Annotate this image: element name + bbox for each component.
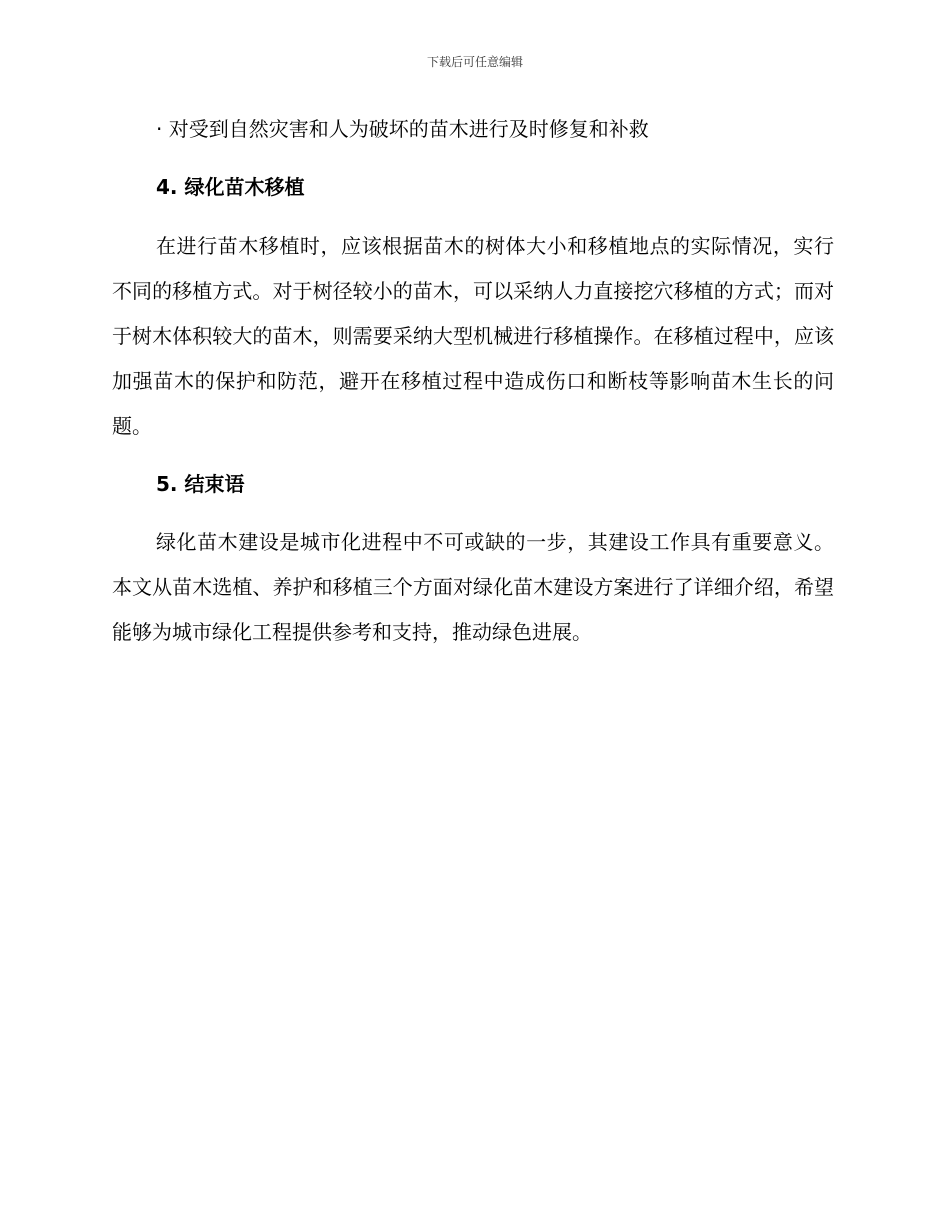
section-paragraph-transplanting: 在进行苗木移植时，应该根据苗木的树体大小和移植地点的实际情况，实行不同的移植方式。对于树径较小的苗木，可以采纳人力直接挖穴移植的方式；而对于树木体积较大的苗木，则需要采纳大型机械进行移植操作。在移植过程中，应该加强苗木的保护和防范，避开在移植过程中造成伤口和断枝等影响苗木生长的问题。 bbox=[112, 234, 834, 438]
bullet-item: · 对受到自然灾害和人为破坏的苗木进行及时修复和补救 bbox=[156, 117, 649, 141]
section-heading-conclusion: 5. 结束语 bbox=[156, 472, 245, 496]
document-body bbox=[112, 114, 834, 655]
section-paragraph-conclusion: 绿化苗木建设是城市化进程中不可或缺的一步，其建设工作具有重要意义。本文从苗木选植、养护和移植三个方面对绿化苗木建设方案进行了详细介绍，希望能够为城市绿化工程提供参考和支持，推动绿色进展。 bbox=[112, 530, 834, 644]
section-heading-transplanting: 4. 绿化苗木移植 bbox=[156, 175, 305, 199]
page-header: 下载后可任意编辑 bbox=[426, 55, 523, 69]
